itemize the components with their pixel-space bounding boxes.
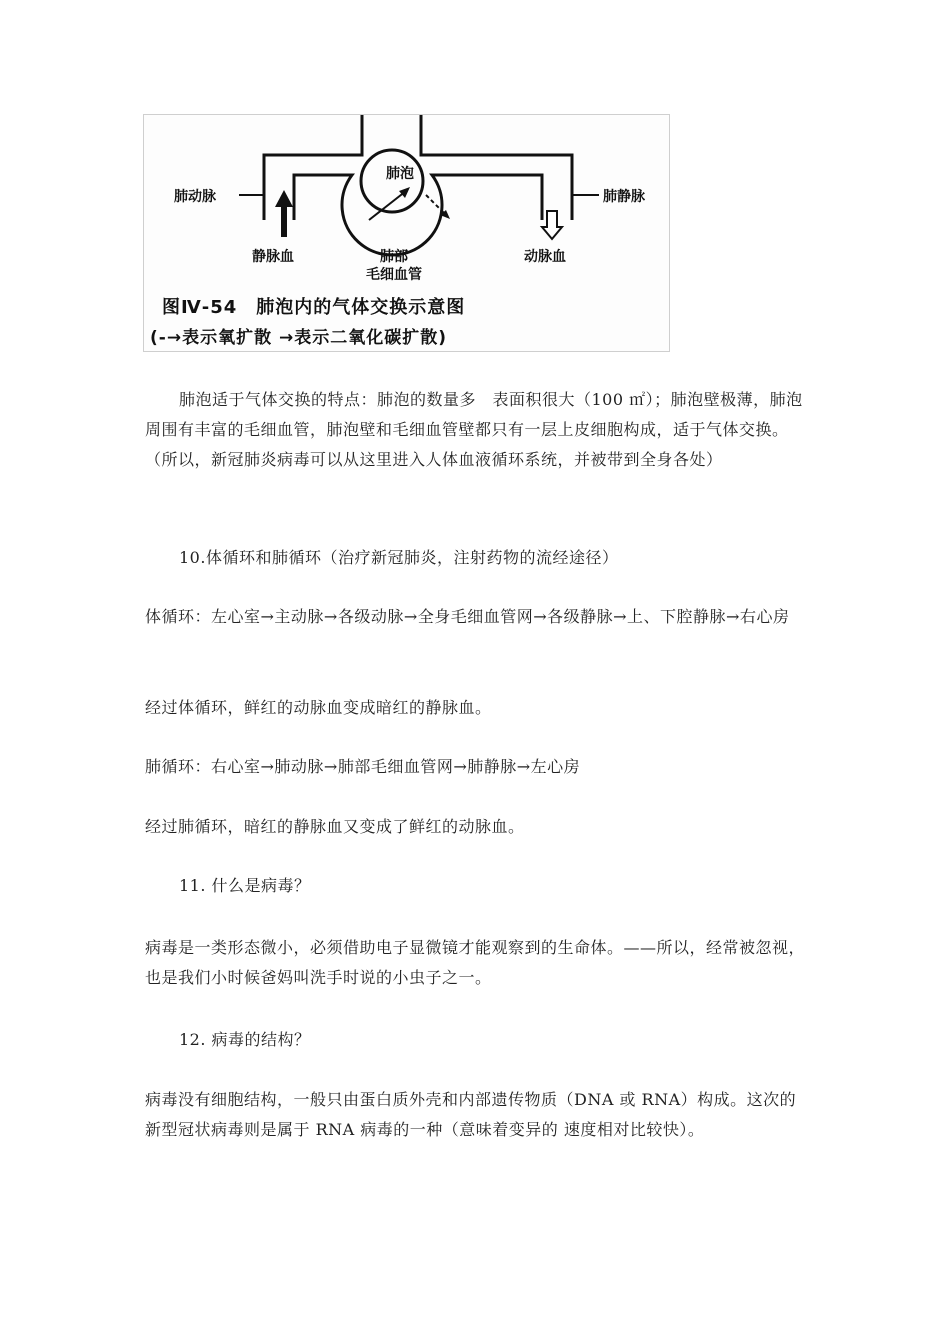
figure-caption: 图Ⅳ-54 肺泡内的气体交换示意图 [162,297,466,318]
paragraph-pulmonary-result: 经过肺循环，暗红的静脉血又变成了鲜红的动脉血。 [145,817,525,836]
arterial-blood-down-arrow [542,211,562,239]
label-pulmonary-vein: 肺静脉 [603,189,645,205]
paragraph-systemic-result: 经过体循环，鲜红的动脉血变成暗红的静脉血。 [145,698,492,717]
venous-blood-up-arrow [275,190,293,237]
figure-legend: (-→表示氧扩散 →表示二氧化碳扩散) [150,328,448,348]
paragraph-virus-definition: 病毒是一类形态微小，必须借助电子显微镜才能观察到的生命体。——所以，经常被忽视，也是我们小时候爸妈叫洗手时说的小虫子之一。 [145,938,806,987]
label-capillary-line1: 肺部 [380,249,408,265]
heading-virus-structure: 12. 病毒的结构？ [179,1030,311,1049]
paragraph-systemic-circulation: 体循环：左心室→主动脉→各级动脉→全身毛细血管网→各级静脉→上、下腔静脉→右心房 [145,607,790,626]
paragraph-alveolus-features: 肺泡适于气体交换的特点：肺泡的数量多 表面积很大（100 ㎡）；肺泡壁极薄，肺泡周围有丰富的毛细血管，肺泡壁和毛细血管壁都只有一层上皮细胞构成，适于气体交换。（所以，新冠肺炎病毒可以从这里进入人体血液循环系统，并被带到全身各处） [145,390,803,469]
heading-what-is-virus: 11. 什么是病毒？ [179,876,311,895]
label-venous-blood: 静脉血 [252,249,294,265]
paragraph-pulmonary-circulation: 肺循环：右心室→肺动脉→肺部毛细血管网→肺静脉→左心房 [145,757,581,776]
label-alveolus: 肺泡 [386,166,414,182]
alveolus-diagram [144,115,670,352]
label-capillary-line2: 毛细血管 [366,267,422,283]
vessel-outlines [264,115,572,255]
label-pulmonary-artery: 肺动脉 [174,189,216,205]
heading-circulation: 10.体循环和肺循环（治疗新冠肺炎，注射药物的流经途径） [179,548,619,567]
alveolus-gas-exchange-figure [143,114,670,352]
label-arterial-blood: 动脉血 [524,249,566,265]
paragraph-virus-structure: 病毒没有细胞结构，一般只由蛋白质外壳和内部遗传物质（DNA 或 RNA）构成。这次的新型冠状病毒则是属于 RNA 病毒的一种（意味着变异的 速度相对比较快）。 [145,1090,797,1139]
